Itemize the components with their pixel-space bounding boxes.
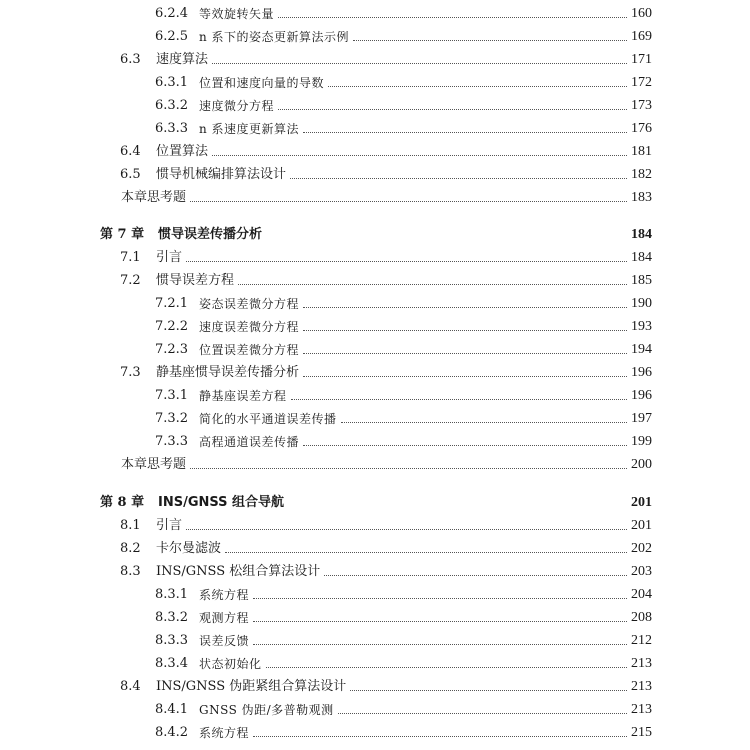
section-entry	[0, 673, 652, 695]
page-number: 202	[631, 541, 652, 556]
entry-title: GNSS 伪距/多普勒观测	[199, 703, 334, 717]
dot-leader	[266, 667, 627, 668]
page-number: 213	[631, 679, 652, 694]
subsection-entry	[0, 719, 652, 741]
entry-title: 惯导机械编排算法设计	[156, 167, 287, 182]
subsection-entry	[0, 290, 652, 312]
dot-leader	[190, 468, 627, 469]
entry-number: 6.4	[120, 144, 141, 159]
entry-number: 8.3	[120, 564, 141, 579]
subsection-entry	[0, 115, 652, 137]
entry-title: 等效旋转矢量	[199, 7, 275, 21]
subsection-entry	[0, 604, 652, 626]
page-number: 173	[631, 98, 652, 113]
page-number: 204	[631, 587, 652, 602]
subsection-entry	[0, 0, 652, 22]
dot-leader	[338, 713, 627, 714]
chapter-entry	[0, 221, 652, 243]
dot-leader	[253, 736, 627, 737]
entry-number: 7.3.2	[155, 411, 189, 426]
entry-number: 8.3.1	[155, 587, 189, 602]
dot-leader	[253, 621, 627, 622]
dot-leader	[238, 284, 627, 285]
entry-number: 第 8 章	[100, 495, 145, 510]
entry-title: INS/GNSS 松组合算法设计	[156, 564, 321, 579]
dot-leader	[353, 40, 627, 41]
entry-title: 引言	[156, 250, 183, 265]
section-entry	[0, 451, 652, 473]
dot-leader	[212, 63, 627, 64]
entry-number: 8.2	[120, 541, 141, 556]
page-number: 201	[631, 495, 652, 510]
page-number: 172	[631, 75, 652, 90]
section-entry	[0, 138, 652, 160]
section-entry	[0, 267, 652, 289]
dot-leader	[303, 330, 627, 331]
page-number: 215	[631, 725, 652, 740]
entry-title: 系统方程	[199, 588, 250, 602]
page-number: 185	[631, 273, 652, 288]
dot-leader	[253, 644, 627, 645]
dot-leader	[328, 86, 627, 87]
entry-number: 8.4.1	[155, 702, 189, 717]
page-number: 213	[631, 656, 652, 671]
section-entry	[0, 535, 652, 557]
subsection-entry	[0, 313, 652, 335]
dot-leader	[212, 155, 627, 156]
page-number: 197	[631, 411, 652, 426]
page-number: 200	[631, 457, 652, 472]
page-number: 212	[631, 633, 652, 648]
section-entry	[0, 244, 652, 266]
chapter-entry	[0, 489, 652, 511]
dot-leader	[291, 399, 627, 400]
entry-title: n 系速度更新算法	[199, 122, 300, 136]
entry-number: 7.2	[120, 273, 141, 288]
dot-leader	[341, 422, 627, 423]
page-number: 208	[631, 610, 652, 625]
subsection-entry	[0, 627, 652, 649]
page-number: 190	[631, 296, 652, 311]
entry-title: 位置算法	[156, 144, 209, 159]
entry-title: 状态初始化	[199, 657, 262, 671]
entry-title: 速度误差微分方程	[199, 320, 300, 334]
entry-number: 7.3	[120, 365, 141, 380]
page-number: 160	[631, 6, 652, 21]
page-number: 203	[631, 564, 652, 579]
entry-number: 8.1	[120, 518, 141, 533]
page-number: 194	[631, 342, 652, 357]
subsection-entry	[0, 92, 652, 114]
entry-number: 6.3.3	[155, 121, 189, 136]
entry-number: 7.1	[120, 250, 141, 265]
dot-leader	[303, 376, 627, 377]
page-number: 181	[631, 144, 652, 159]
dot-leader	[303, 353, 627, 354]
subsection-entry	[0, 428, 652, 450]
page-number: 176	[631, 121, 652, 136]
entry-title: INS/GNSS 伪距紧组合算法设计	[156, 679, 347, 694]
entry-title: 惯导误差传播分析	[158, 227, 263, 242]
page-number: 184	[631, 227, 652, 242]
entry-number: 8.3.3	[155, 633, 189, 648]
section-entry	[0, 512, 652, 534]
section-entry	[0, 359, 652, 381]
page-number: 184	[631, 250, 652, 265]
entry-title: 本章思考题	[121, 190, 187, 205]
page-number: 201	[631, 518, 652, 533]
entry-title: 速度算法	[156, 52, 209, 67]
entry-title: 速度微分方程	[199, 99, 275, 113]
subsection-entry	[0, 405, 652, 427]
subsection-entry	[0, 69, 652, 91]
entry-title: 静基座误差方程	[199, 389, 287, 403]
entry-number: 6.3.1	[155, 75, 189, 90]
subsection-entry	[0, 336, 652, 358]
dot-leader	[190, 201, 627, 202]
page-number: 171	[631, 52, 652, 67]
section-entry	[0, 161, 652, 183]
entry-number: 6.3	[120, 52, 141, 67]
entry-number: 7.3.1	[155, 388, 189, 403]
entry-title: n 系下的姿态更新算法示例	[199, 30, 350, 44]
subsection-entry	[0, 581, 652, 603]
page-number: 169	[631, 29, 652, 44]
entry-number: 8.4.2	[155, 725, 189, 740]
entry-number: 6.5	[120, 167, 141, 182]
entry-number: 7.2.2	[155, 319, 189, 334]
entry-number: 8.3.2	[155, 610, 189, 625]
entry-title: 简化的水平通道误差传播	[199, 412, 337, 426]
page-number: 183	[631, 190, 652, 205]
entry-number: 7.2.1	[155, 296, 189, 311]
entry-title: 位置和速度向量的导数	[199, 76, 325, 90]
entry-number: 8.3.4	[155, 656, 189, 671]
dot-leader	[303, 445, 627, 446]
entry-title: 静基座惯导误差传播分析	[156, 365, 300, 380]
entry-title: 卡尔曼滤波	[156, 541, 222, 556]
entry-number: 7.2.3	[155, 342, 189, 357]
entry-number: 7.3.3	[155, 434, 189, 449]
page-number: 213	[631, 702, 652, 717]
entry-title: 误差反馈	[199, 634, 250, 648]
section-entry	[0, 46, 652, 68]
entry-number: 6.3.2	[155, 98, 189, 113]
entry-number: 8.4	[120, 679, 141, 694]
entry-title: 观测方程	[199, 611, 250, 625]
dot-leader	[303, 132, 627, 133]
entry-title: 位置误差微分方程	[199, 343, 300, 357]
page-number: 199	[631, 434, 652, 449]
dot-leader	[324, 575, 627, 576]
page-number: 196	[631, 365, 652, 380]
dot-leader	[253, 598, 627, 599]
dot-leader	[303, 307, 627, 308]
subsection-entry	[0, 382, 652, 404]
entry-title: 高程通道误差传播	[199, 435, 300, 449]
entry-title: 系统方程	[199, 726, 250, 740]
entry-title: 引言	[156, 518, 183, 533]
page-number: 182	[631, 167, 652, 182]
dot-leader	[225, 552, 627, 553]
dot-leader	[186, 261, 627, 262]
page-number: 193	[631, 319, 652, 334]
dot-leader	[350, 690, 627, 691]
dot-leader	[278, 109, 627, 110]
subsection-entry	[0, 23, 652, 45]
entry-number: 6.2.4	[155, 6, 189, 21]
entry-title: INS/GNSS 组合导航	[158, 495, 285, 510]
entry-title: 姿态误差微分方程	[199, 297, 300, 311]
dot-leader	[186, 529, 627, 530]
dot-leader	[290, 178, 627, 179]
subsection-entry	[0, 696, 652, 718]
entry-title: 本章思考题	[121, 457, 187, 472]
entry-number: 第 7 章	[100, 227, 145, 242]
dot-leader	[278, 17, 627, 18]
entry-title: 惯导误差方程	[156, 273, 235, 288]
entry-number: 6.2.5	[155, 29, 189, 44]
page-number: 196	[631, 388, 652, 403]
subsection-entry	[0, 650, 652, 672]
section-entry	[0, 558, 652, 580]
section-entry	[0, 184, 652, 206]
